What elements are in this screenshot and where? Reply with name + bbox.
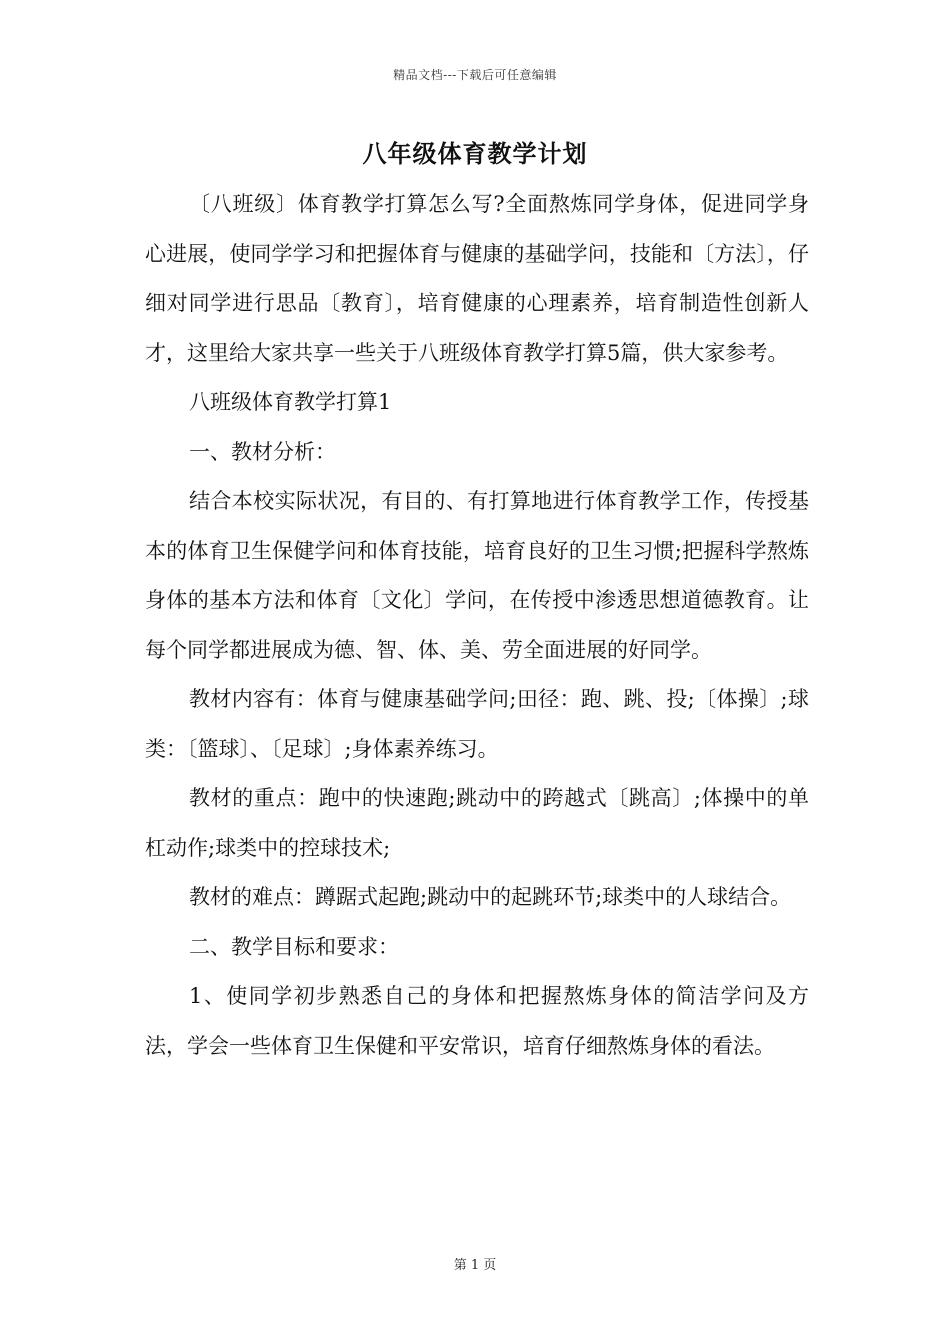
paragraph-material-analysis: 结合本校实际状况，有目的、有打算地进行体育教学工作，传授基本的体育卫生保健学问和体育技能，培育良好的卫生习惯;把握科学熬炼身体的基本方法和体育〔文化〕学问，在传授中渗透思想道德教育。让每个同学都进展成为德、智、体、美、劳全面进展的好同学。: [145, 489, 809, 662]
document-title: 八年级体育教学计划: [362, 139, 588, 168]
page-header: 精品文档---下载后可任意编辑: [393, 68, 557, 82]
page-number: 第 1 页: [453, 1258, 497, 1273]
paragraph-material-content: 教材内容有：体育与健康基础学问;田径：跑、跳、投;〔体操〕;球类：〔篮球〕、〔足球〕;身体素养练习。: [145, 687, 809, 761]
paragraph-material-key-points: 教材的重点：跑中的快速跑;跳动中的跨越式〔跳高〕;体操中的单杠动作;球类中的控球技术;: [145, 786, 809, 860]
paragraph-goal-1: 1、使同学初步熟悉自己的身体和把握熬炼身体的简洁学问及方法，学会一些体育卫生保健和平安常识，培育仔细熬炼身体的看法。: [145, 984, 809, 1058]
paragraph-section-2-heading: 二、教学目标和要求：: [189, 934, 399, 959]
paragraph-material-difficulties: 教材的难点：蹲踞式起跑;跳动中的起跳环节;球类中的人球结合。: [189, 885, 792, 909]
paragraph-intro: 〔八班级〕体育教学打算怎么写?全面熬炼同学身体，促进同学身心进展，使同学学习和把握体育与健康的基础学问，技能和〔方法〕，仔细对同学进行思品〔教育〕，培育健康的心理素养，培育制造性创新人才，这里给大家共享一些关于八班级体育教学打算5篇，供大家参考。: [145, 192, 809, 365]
document-body: [145, 180, 809, 1071]
paragraph-plan-heading: 八班级体育教学打算1: [189, 390, 392, 414]
paragraph-section-1-heading: 一、教材分析：: [189, 439, 336, 464]
